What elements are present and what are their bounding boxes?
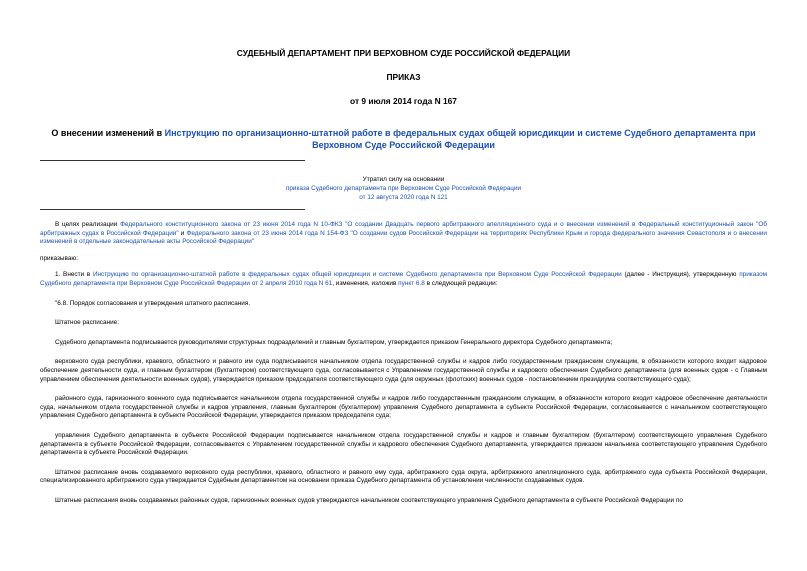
order-61-link[interactable]: приказом Судебного департамента при Верховном Суде Российской Федерации от 2 апреля 2010 года N 61 <box>40 271 768 287</box>
body-paragraph: Штатное расписание вновь создаваемого верховного суда республики, краевого, областного и равного ему суда, арбитражного суда округа, арбитражного апелляционного суда, арбитражного суда субъекта Российской Федерации, специализированного арбитражного суда утверждается Судебным департаментом на основании приказа Судебного департамента об установлении численности создаваемых судов. <box>40 468 767 485</box>
issuing-organization: СУДЕБНЫЙ ДЕПАРТАМЕНТ ПРИ ВЕРХОВНОМ СУДЕ РОССИЙСКОЙ ФЕДЕРАЦИИ <box>236 48 571 58</box>
fkz-law-link[interactable]: Федерального конституционного закона от 23 июня 2014 года N 10-ФКЗ "О создании Двадцать первого арбитражного апелляционного суда и о внесении изменений в Федеральный конституционный закон "Об арбитражных судах в Российской Федерации" <box>40 221 768 237</box>
body-paragraph: управления Судебного департамента в субъекте Российской Федерации подписывается начальником отдела государственной службы и кадров и главным бухгалтером (бухгалтером) соответствующего управления Судебного департамента в субъекте Российской Федерации, согласовывается с Управлением государственной службы и кадрового обеспечения Судебного департамента, утверждается приказом начальника соответствующего управления Судебного департамента в субъекте Российской Федерации. <box>40 431 767 457</box>
point-6-8-link[interactable]: пункт 6.8 <box>398 279 425 287</box>
item-1-text: (далее - Инструкция), утвержденную <box>621 271 740 279</box>
status-note-line: Утратил силу на основании <box>362 176 445 183</box>
preamble-text: В целях реализации <box>55 221 121 228</box>
body-paragraph: верховного суда республики, краевого, областного и равного им суда подписывается начальником отдела государственной службы и кадров либо государственным гражданским служащим, в обязанности которого входит кадровое обеспечение деятельности суда, и главным бухгалтером (бухгалтером) соответствующего суда, согласовывается с Управлением государственной службы и кадрового обеспечения Судебного департамента (для военных судов - с Главным управлением обеспечения деятельности военных судов), утверждается приказом председателя соответствующего суда (для окружных (флотских) военных судов - постановлением президиума соответствующего суда); <box>40 358 767 383</box>
status-note-date[interactable]: от 12 августа 2020 года N 121 <box>359 194 448 201</box>
body-paragraph: Судебного департамента подписывается руководителями структурных подразделений и главным бухгалтером, утверждается приказом Генерального директора Судебного департамента; <box>55 338 613 346</box>
title-prefix: О внесении изменений в <box>51 128 165 138</box>
document-date-number: от 9 июля 2014 года N 167 <box>350 96 457 106</box>
preamble-text: и <box>178 229 187 237</box>
document-type: ПРИКАЗ <box>386 72 421 82</box>
item-1-text: , изменения, изложив <box>332 279 399 287</box>
preamble-paragraph <box>40 221 767 247</box>
status-note-link[interactable]: приказа Судебного департамента при Верховном Суде Российской Федерации <box>285 185 522 192</box>
divider-top <box>40 160 305 161</box>
instruction-link[interactable]: Инструкцию по организационно-штатной работе в федеральных судах общей юрисдикции и системе Судебного департамента при Верховном Суде Российской Федерации <box>92 271 622 279</box>
item-1-text: в следующей редакции: <box>424 279 498 287</box>
order-word: приказываю: <box>40 254 78 262</box>
body-paragraph: районного суда, гарнизонного военного суда подписывается начальником отдела государственной службы и кадров либо государственным гражданским служащим, в обязанности которого входит кадровое обеспечение деятельности суда, начальником отдела государственной службы и кадров управления, главным бухгалтером (бухгалтером) управления Судебного департамента в субъекте Российской Федерации, согласовывается с начальником соответствующего управления Судебного департамента в субъекте Российской Федерации, утверждается приказом председателя суда; <box>40 395 767 420</box>
fz-law-link[interactable]: Федерального закона от 23 июня 2014 года N 154-ФЗ "О создании судов Российской Федерации на территориях Республики Крым и города федерального значения Севастополя и о внесении изменений в отдельные законодательные акты Российской Федерации" <box>40 229 768 246</box>
title-instruction-link[interactable]: Инструкцию по организационно-штатной работе в федеральных судах общей юрисдикции и системе Судебного департамента при Верховном Суде Российской Федерации <box>164 128 756 150</box>
body-paragraph: Штатные расписания вновь создаваемых районных судов, гарнизонных военных судов утверждаются начальником соответствующего управления Судебного департамента в субъекте Российской Федерации по <box>55 496 683 504</box>
body-paragraph: "6.8. Порядок согласования и утверждения штатного расписания. <box>55 299 251 307</box>
document-title <box>50 127 757 151</box>
item-1-text: 1. Внести в <box>55 271 93 279</box>
item-1-paragraph <box>40 271 767 288</box>
body-paragraph: Штатное расписание: <box>55 319 119 327</box>
status-note <box>40 175 767 202</box>
divider-bottom <box>40 209 305 210</box>
